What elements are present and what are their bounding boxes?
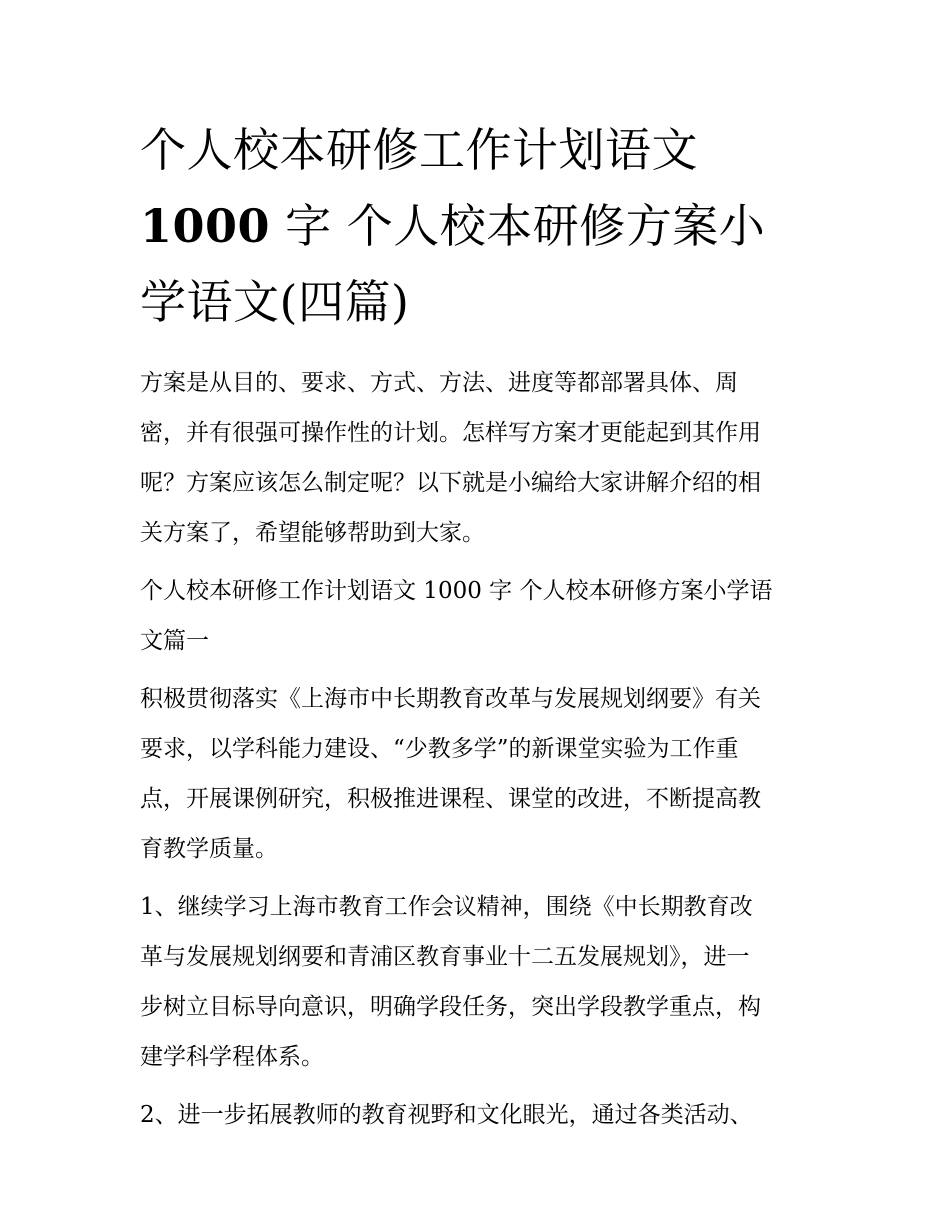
text-line: 关方案了，希望能够帮助到大家。: [140, 520, 485, 546]
text-line: 1、继续学习上海市教育工作会议精神，围绕《中长期教育改: [140, 894, 753, 920]
section-heading: [140, 566, 815, 666]
text-line: 呢？方案应该怎么制定呢？以下就是小编给大家讲解介绍的相: [140, 470, 761, 496]
text-line: 点，开展课例研究，积极推进课程、课堂的改进，不断提高教: [140, 786, 761, 812]
title-line-2: [140, 188, 815, 264]
title-number: 1000: [140, 199, 271, 253]
document-body: [140, 112, 815, 1148]
text-line: 步树立目标导向意识，明确学段任务，突出学段教学重点，构: [140, 994, 761, 1020]
text-line: 革与发展规划纲要和青浦区教育事业十二五发展规划》，进一: [140, 944, 750, 970]
text-line: 要求，以学科能力建设、“少教多学”的新课堂实验为工作重: [140, 736, 739, 762]
text-line: 密，并有很强可操作性的计划。怎样写方案才更能起到其作用: [140, 420, 761, 446]
title-line-3: 学语文(四篇): [140, 275, 410, 329]
list-item-2: [140, 1090, 815, 1140]
text-line: 育教学质量。: [140, 836, 278, 862]
text-line: 个人校本研修工作计划语文 1000 字 个人校本研修方案小学语: [140, 578, 773, 604]
text-line: 2、进一步拓展教师的教育视野和文化眼光，通过各类活动、: [140, 1102, 753, 1128]
text-line: 建学科学程体系。: [140, 1044, 324, 1070]
list-item-1: [140, 882, 815, 1082]
intro-paragraph: [140, 358, 815, 558]
text-line: 文篇一: [140, 628, 209, 654]
body-paragraph: [140, 674, 815, 874]
text-line: 积极贯彻落实《上海市中长期教育改革与发展规划纲要》有关: [140, 686, 761, 712]
title-line-1: 个人校本研修工作计划语文: [140, 123, 698, 177]
document-title: [140, 112, 815, 340]
text-line: 方案是从目的、要求、方式、方法、进度等都部署具体、周: [140, 370, 738, 396]
title-line-2-text: 字 个人校本研修方案小: [270, 199, 766, 253]
